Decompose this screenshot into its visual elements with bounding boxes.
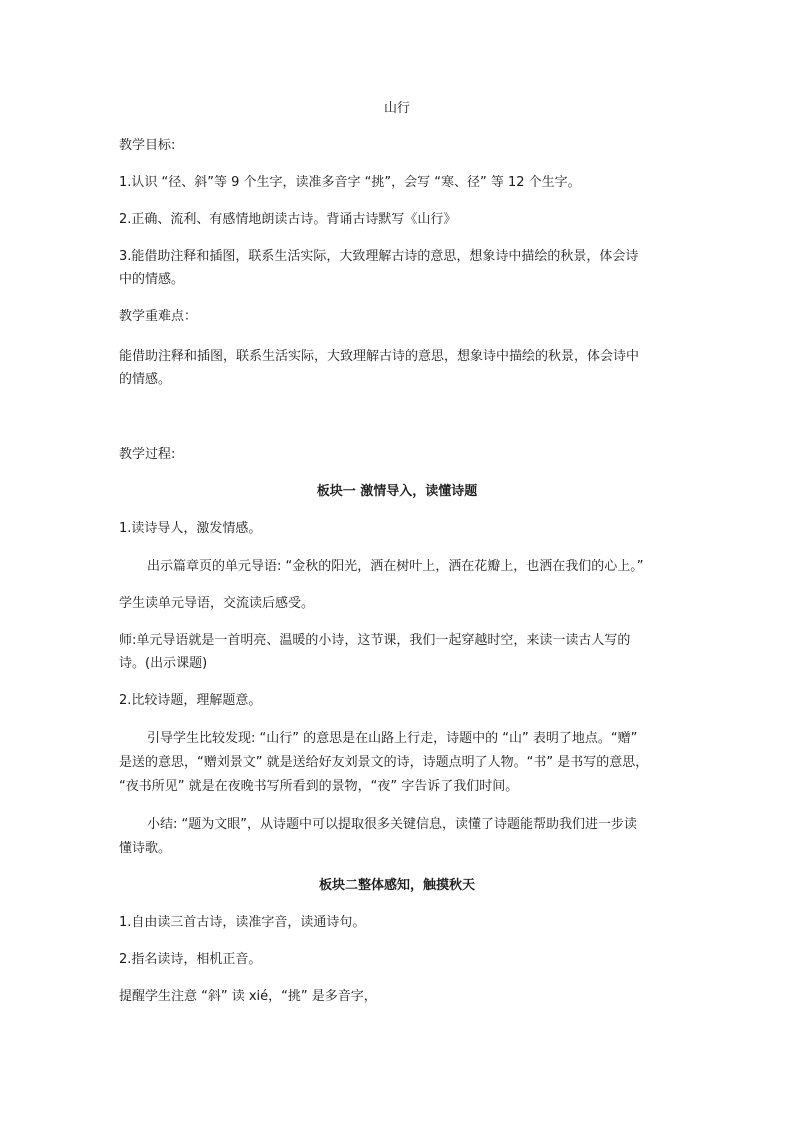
section-2-paragraph-1: 提醒学生注意 “斜” 读 xié，“挑” 是多音字， (119, 989, 377, 1004)
goal-item-3-continued: 中的情感。 (119, 272, 185, 287)
goal-item-2: 2.正确、流利、有感情地朗读古诗。背诵古诗默写《山行》 (119, 212, 457, 227)
section-1-paragraph-4: 引导学生比较发现: “山行” 的意思是在山路上行走，诗题中的 “山” 表明了地点。“赠” (147, 731, 638, 746)
key-points-text: 能借助注释和插图，联系生活实际，大致理解古诗的意思，想象诗中描绘的秋景，体会诗中 (119, 349, 640, 364)
section-1-paragraph-3: 师:单元导语就是一首明亮、温暖的小诗，这节课，我们一起穿越时空，来读一读古人写的 (119, 633, 631, 648)
section-1-summary: 小结: “题为文眼”，从诗题中可以提取很多关键信息，读懂了诗题能帮助我们进一步读 (147, 817, 637, 832)
process-heading: 教学过程: (119, 447, 176, 462)
section-1-step-2: 2.比较诗题，理解题意。 (119, 693, 262, 708)
section-1-summary-continued: 懂诗歌。 (119, 841, 172, 856)
section-1-paragraph-1: 出示篇章页的单元导语: “金秋的阳光，洒在树叶上，洒在花瓣上，也洒在我们的心上。” (147, 559, 644, 574)
key-points-text-continued: 的情感。 (119, 372, 172, 387)
goal-item-3: 3.能借助注释和插图，联系生活实际，大致理解古诗的意思，想象诗中描绘的秋景，体会诗 (119, 249, 639, 264)
key-points-heading: 教学重难点： (119, 309, 198, 324)
page-title: 山行 (383, 101, 410, 116)
section-1-paragraph-4-line-3: “夜书所见” 就是在夜晚书写所看到的景物，“夜” 字告诉了我们时间。 (119, 779, 519, 794)
section-1-heading: 板块一 激情导入，读懂诗题 (316, 484, 478, 499)
section-1-paragraph-3-continued: 诗。(出示课题) (119, 656, 208, 671)
section-2-step-2: 2.指名读诗，相机正音。 (119, 952, 262, 967)
section-1-paragraph-4-line-2: 是送的意思，“赠刘景文” 就是送给好友刘景文的诗，诗题点明了人物。“书” 是书写的意思， (119, 755, 649, 770)
section-1-paragraph-2: 学生读单元导语，交流读后感受。 (119, 596, 315, 611)
section-2-step-1: 1.自由读三首古诗，读准字音，读通诗句。 (119, 915, 366, 930)
goal-item-1: 1.认识 “径、斜”等 9 个生字，读准多音字 “挑”，会写 “寒、径” 等 12 个生字。 (119, 175, 581, 190)
section-1-step-1: 1.读诗导人，激发情感。 (119, 521, 262, 536)
goals-heading: 教学目标: (119, 138, 176, 153)
section-2-heading: 板块二整体感知，触摸秋天 (318, 878, 475, 893)
